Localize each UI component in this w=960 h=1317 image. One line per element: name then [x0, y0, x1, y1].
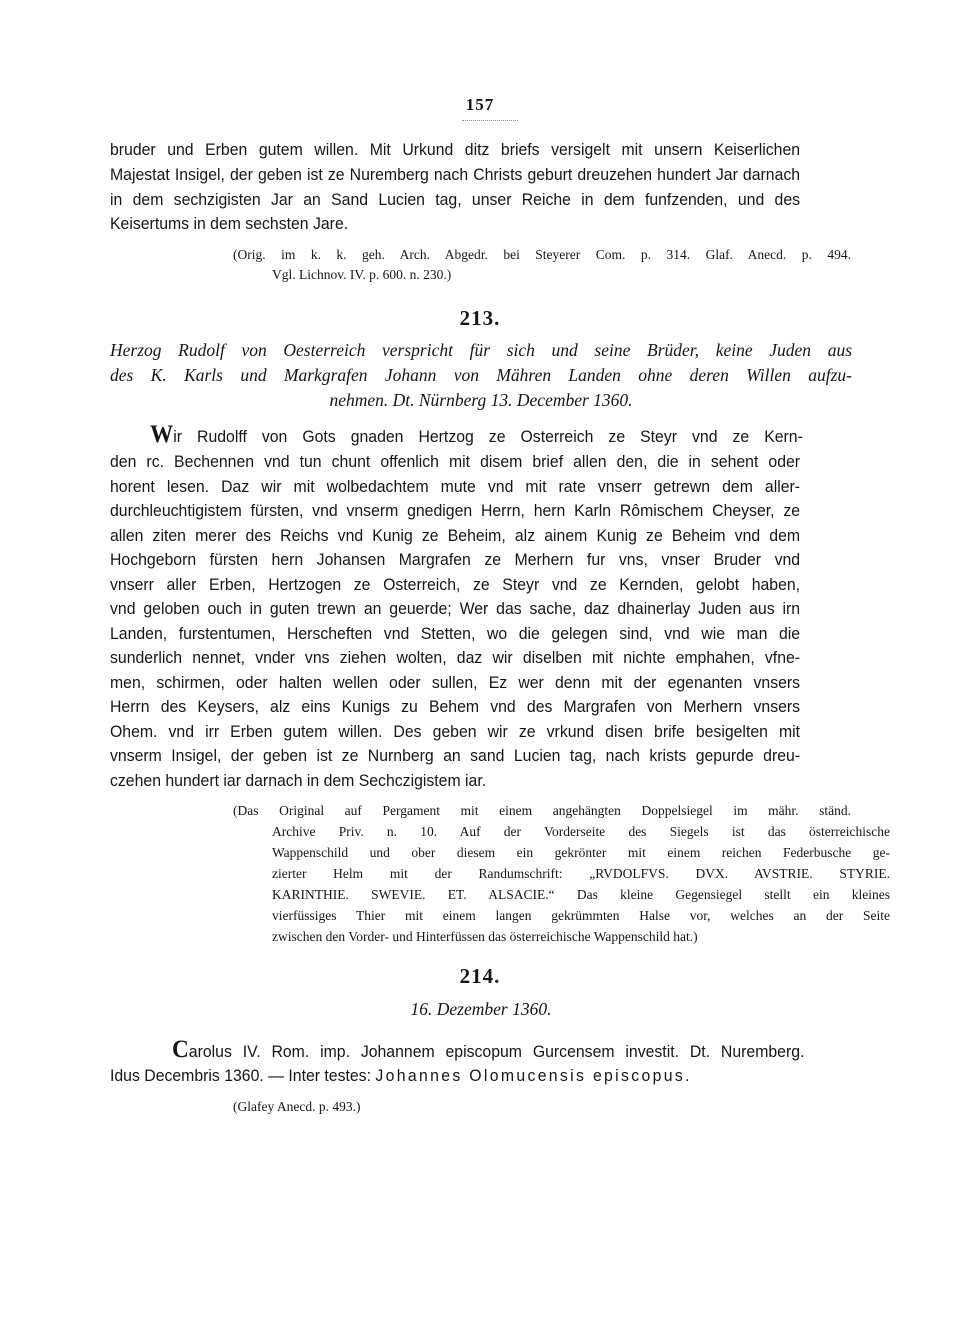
page-number-rule	[462, 120, 518, 121]
drop-cap-c: C	[172, 1036, 189, 1063]
text-line: czehen hundert iar darnach in dem Sechczigistem iar.	[110, 771, 487, 790]
page-number: 157	[465, 95, 495, 114]
text-line: horent lesen. Daz wir mit wolbedachtem mute vnd mit rate vnserr getrewn dem aller-	[110, 477, 801, 496]
document-number-213: 213.	[459, 306, 501, 330]
text-line: Majestat Insigel, der geben ist ze Nuremberg nach Christs geburt dreuzehen hundert Jar darnach	[110, 165, 801, 184]
source-note-line: Archive Priv. n. 10. Auf der Vorderseite des Siegels ist das österreichische	[272, 824, 890, 839]
document-date-line: 16. Dezember 1360.	[410, 999, 552, 1019]
document-title-line: Herzog Rudolf von Oesterreich verspricht für sich und seine Brüder, keine Juden aus	[110, 340, 852, 360]
text-line: Ohem. vnd irr Erben gutem willen. Des geben wir ze vrkund disen brife besigelten mit	[110, 722, 801, 741]
text-line: vnserr aller Erben, Hertzogen ze Osterreich, ze Steyr vnd ze Kernden, gelobt haben,	[110, 575, 801, 594]
text-line: bruder und Erben gutem willen. Mit Urkund ditz briefs versigelt mit unsern Keiserlichen	[110, 140, 801, 159]
source-note-line: (Glafey Anecd. p. 493.)	[233, 1099, 361, 1114]
text-line: Hochgeborn fürsten hern Johansen Margrafen ze Merhern fur vns, vnser Bruder vnd	[110, 550, 801, 569]
text-line: durchleuchtigistem fürsten, vnd vnserm gnedigen Herrn, hern Karln Rômischem Cheyser, ze	[110, 501, 801, 520]
text-line: vnserm Insigel, der geben ist ze Nurnberg an sand Lucien tag, nach krists gepurde dreu-	[110, 746, 801, 765]
text-line-first	[150, 421, 803, 449]
text-line: men, schirmen, oder halten wellen oder sullen, Ez wer denn mit der egenanten vnsers	[110, 673, 801, 692]
source-note-line: (Orig. im k. k. geh. Arch. Abgedr. bei Steyerer Com. p. 314. Glaf. Anecd. p. 494.	[233, 247, 851, 262]
text-line	[110, 1064, 800, 1088]
first-line-text: arolus IV. Rom. imp. Johannem episcopum Gurcensem investit. Dt. Nuremberg.	[188, 1042, 805, 1061]
document-title-line: des K. Karls und Markgrafen Johann von Mähren Landen ohne deren Willen aufzu-	[110, 365, 852, 385]
source-note-line: KARINTHIE. SWEVIE. ET. ALSACIE.“ Das kleine Gegensiegel stellt ein kleines	[272, 887, 890, 902]
source-note-line: Vgl. Lichnov. IV. p. 600. n. 230.)	[272, 267, 452, 282]
document-title-line: nehmen. Dt. Nürnberg 13. December 1360.	[329, 390, 633, 410]
text-line: Keisertums in dem sechsten Jare.	[110, 214, 349, 233]
text-line: Landen, furstentumen, Herscheften vnd Stetten, wo die gelegen sind, vnd wie man die	[110, 624, 801, 643]
drop-cap-w: W	[150, 421, 174, 448]
text-line: Herrn des Keysers, alz eins Kunigs zu Behem vnd des Margrafen von Merhern vnsers	[110, 697, 801, 716]
text-line: allen ziten merer des Reichs vnd Kunig ze Beheim, alz ainem Kunig ze Beheim vnd dem	[110, 526, 801, 545]
source-note-line: (Das Original auf Pergament mit einem angehängten Doppelsiegel im mähr. ständ.	[233, 803, 851, 818]
text-line: vnd geloben ouch in guten trewn an geuerde; Wer das sache, daz dhainerlay Juden aus irn	[110, 599, 801, 618]
text-line-first	[172, 1036, 805, 1064]
source-note-line: zierter Helm mit der Randumschrift: „RVDOLFVS. DVX. AVSTRIE. STYRIE.	[272, 866, 890, 881]
source-note-line: vierfüssiges Thier mit einem langen gekrümmten Halse vor, welches an der Seite	[272, 908, 890, 923]
text-line: sunderlich nennet, vnder vns ziehen wolten, daz wir diselben mit nichte emphahen, vfne-	[110, 648, 801, 667]
text-line: den rc. Bechennen vnd tun chunt offenlich mit disem brief allen den, die in sehent oder	[110, 452, 801, 471]
source-note-line: zwischen den Vorder- und Hinterfüssen das österreichische Wappenschild hat.)	[272, 929, 698, 944]
document-number-214: 214.	[459, 964, 501, 988]
first-line-text: ir Rudolff von Gots gnaden Hertzog ze Osterreich ze Steyr vnd ze Kern-	[173, 427, 803, 446]
text-line: in dem sechzigisten Jar an Sand Lucien tag, unser Reiche in dem funfzenden, und des	[110, 190, 801, 209]
spaced-name-text: Johannes Olomucensis episcopus.	[375, 1066, 692, 1085]
source-note-line: Wappenschild und ober diesem ein gekrönter mit einem reichen Federbusche ge-	[272, 845, 890, 860]
line-start-text: Idus Decembris 1360. — Inter testes:	[110, 1066, 376, 1085]
